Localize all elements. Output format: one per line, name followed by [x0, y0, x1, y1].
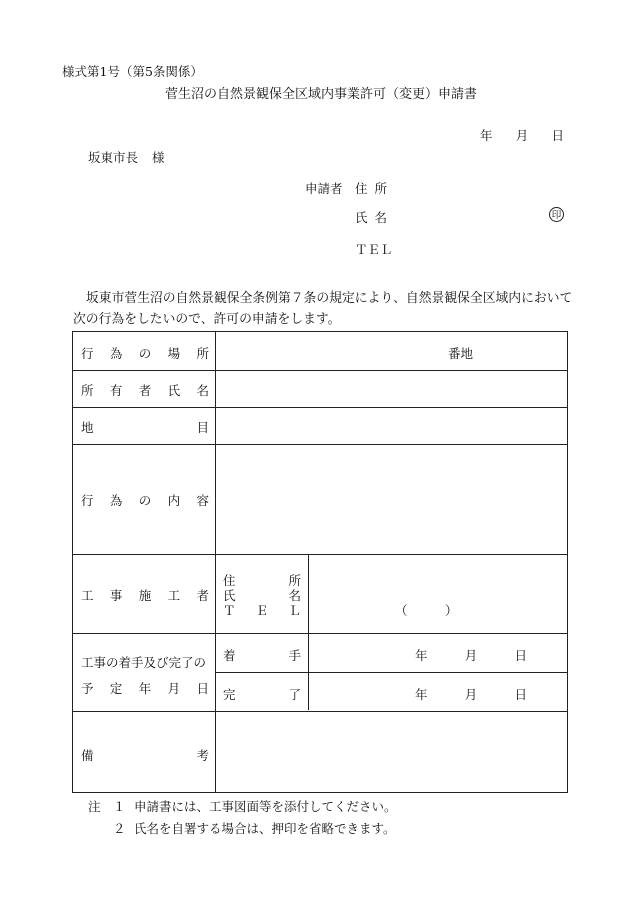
contractor-tel-parens: （ ） — [395, 603, 458, 618]
note-prefix: 注 — [88, 799, 101, 814]
row-divider — [73, 633, 567, 634]
land-category-field[interactable] — [216, 407, 568, 444]
start-label: 着 手 — [223, 648, 301, 663]
applicant-label: 申請者 — [305, 181, 343, 196]
finish-label: 完 了 — [223, 687, 301, 702]
note-item-1-text: 申請書には、工事図面等を添付してください。 — [134, 799, 397, 814]
intro-line-2: 次の行為をしたいので、許可の申請をします。 — [73, 312, 341, 327]
addressee: 坂東市長 様 — [88, 150, 165, 165]
contractor-address-label: 住 所 — [223, 573, 301, 588]
application-table — [72, 331, 568, 793]
owner-name-field[interactable] — [216, 370, 568, 407]
contractor-tel-label: Ｔ Ｅ Ｌ — [223, 603, 301, 618]
contractor-label: 工 事 施 工 者 — [81, 588, 209, 603]
content-label: 行 為 の 内 容 — [81, 493, 209, 508]
form-title: 菅生沼の自然景観保全区域内事業許可（変更）申請書 — [165, 87, 478, 102]
remarks-label: 備 考 — [81, 748, 209, 763]
place-label: 行 為 の 場 所 — [81, 346, 209, 361]
applicant-name-label: 氏 名 — [355, 210, 387, 225]
intro-line-1: 坂東市菅生沼の自然景観保全条例第７条の規定により、自然景観保全区域内において — [86, 291, 573, 306]
sublabel-column-divider — [308, 554, 309, 710]
note-item-1-number: １ — [113, 799, 126, 814]
content-field[interactable] — [216, 444, 568, 554]
applicant-address-label: 住 所 — [355, 181, 387, 196]
row-divider — [73, 554, 567, 555]
place-value-lot-number: 番地 — [448, 346, 474, 361]
start-date: 年 月 日 — [415, 648, 527, 663]
schedule-divider — [216, 672, 567, 673]
contractor-name-label: 氏 名 — [223, 588, 301, 603]
seal-mark-icon: 印 — [549, 207, 564, 222]
land-category-label: 地 目 — [81, 420, 209, 435]
note-item-2-number: ２ — [113, 821, 126, 836]
finish-date: 年 月 日 — [415, 687, 527, 702]
date-line: 年 月 日 — [480, 128, 564, 143]
owner-label: 所 有 者 氏 名 — [81, 383, 209, 398]
form-number: 様式第1号（第5条関係） — [62, 64, 203, 79]
note-item-2-text: 氏名を自署する場合は、押印を省略できます。 — [134, 821, 396, 836]
schedule-label-line-2: 予 定 年 月 日 — [81, 681, 209, 696]
remarks-field[interactable] — [216, 711, 568, 793]
applicant-tel-label: Ｔ Ｅ Ｌ — [355, 242, 393, 257]
schedule-label-line-1: 工事の着手及び完了の — [81, 655, 207, 670]
